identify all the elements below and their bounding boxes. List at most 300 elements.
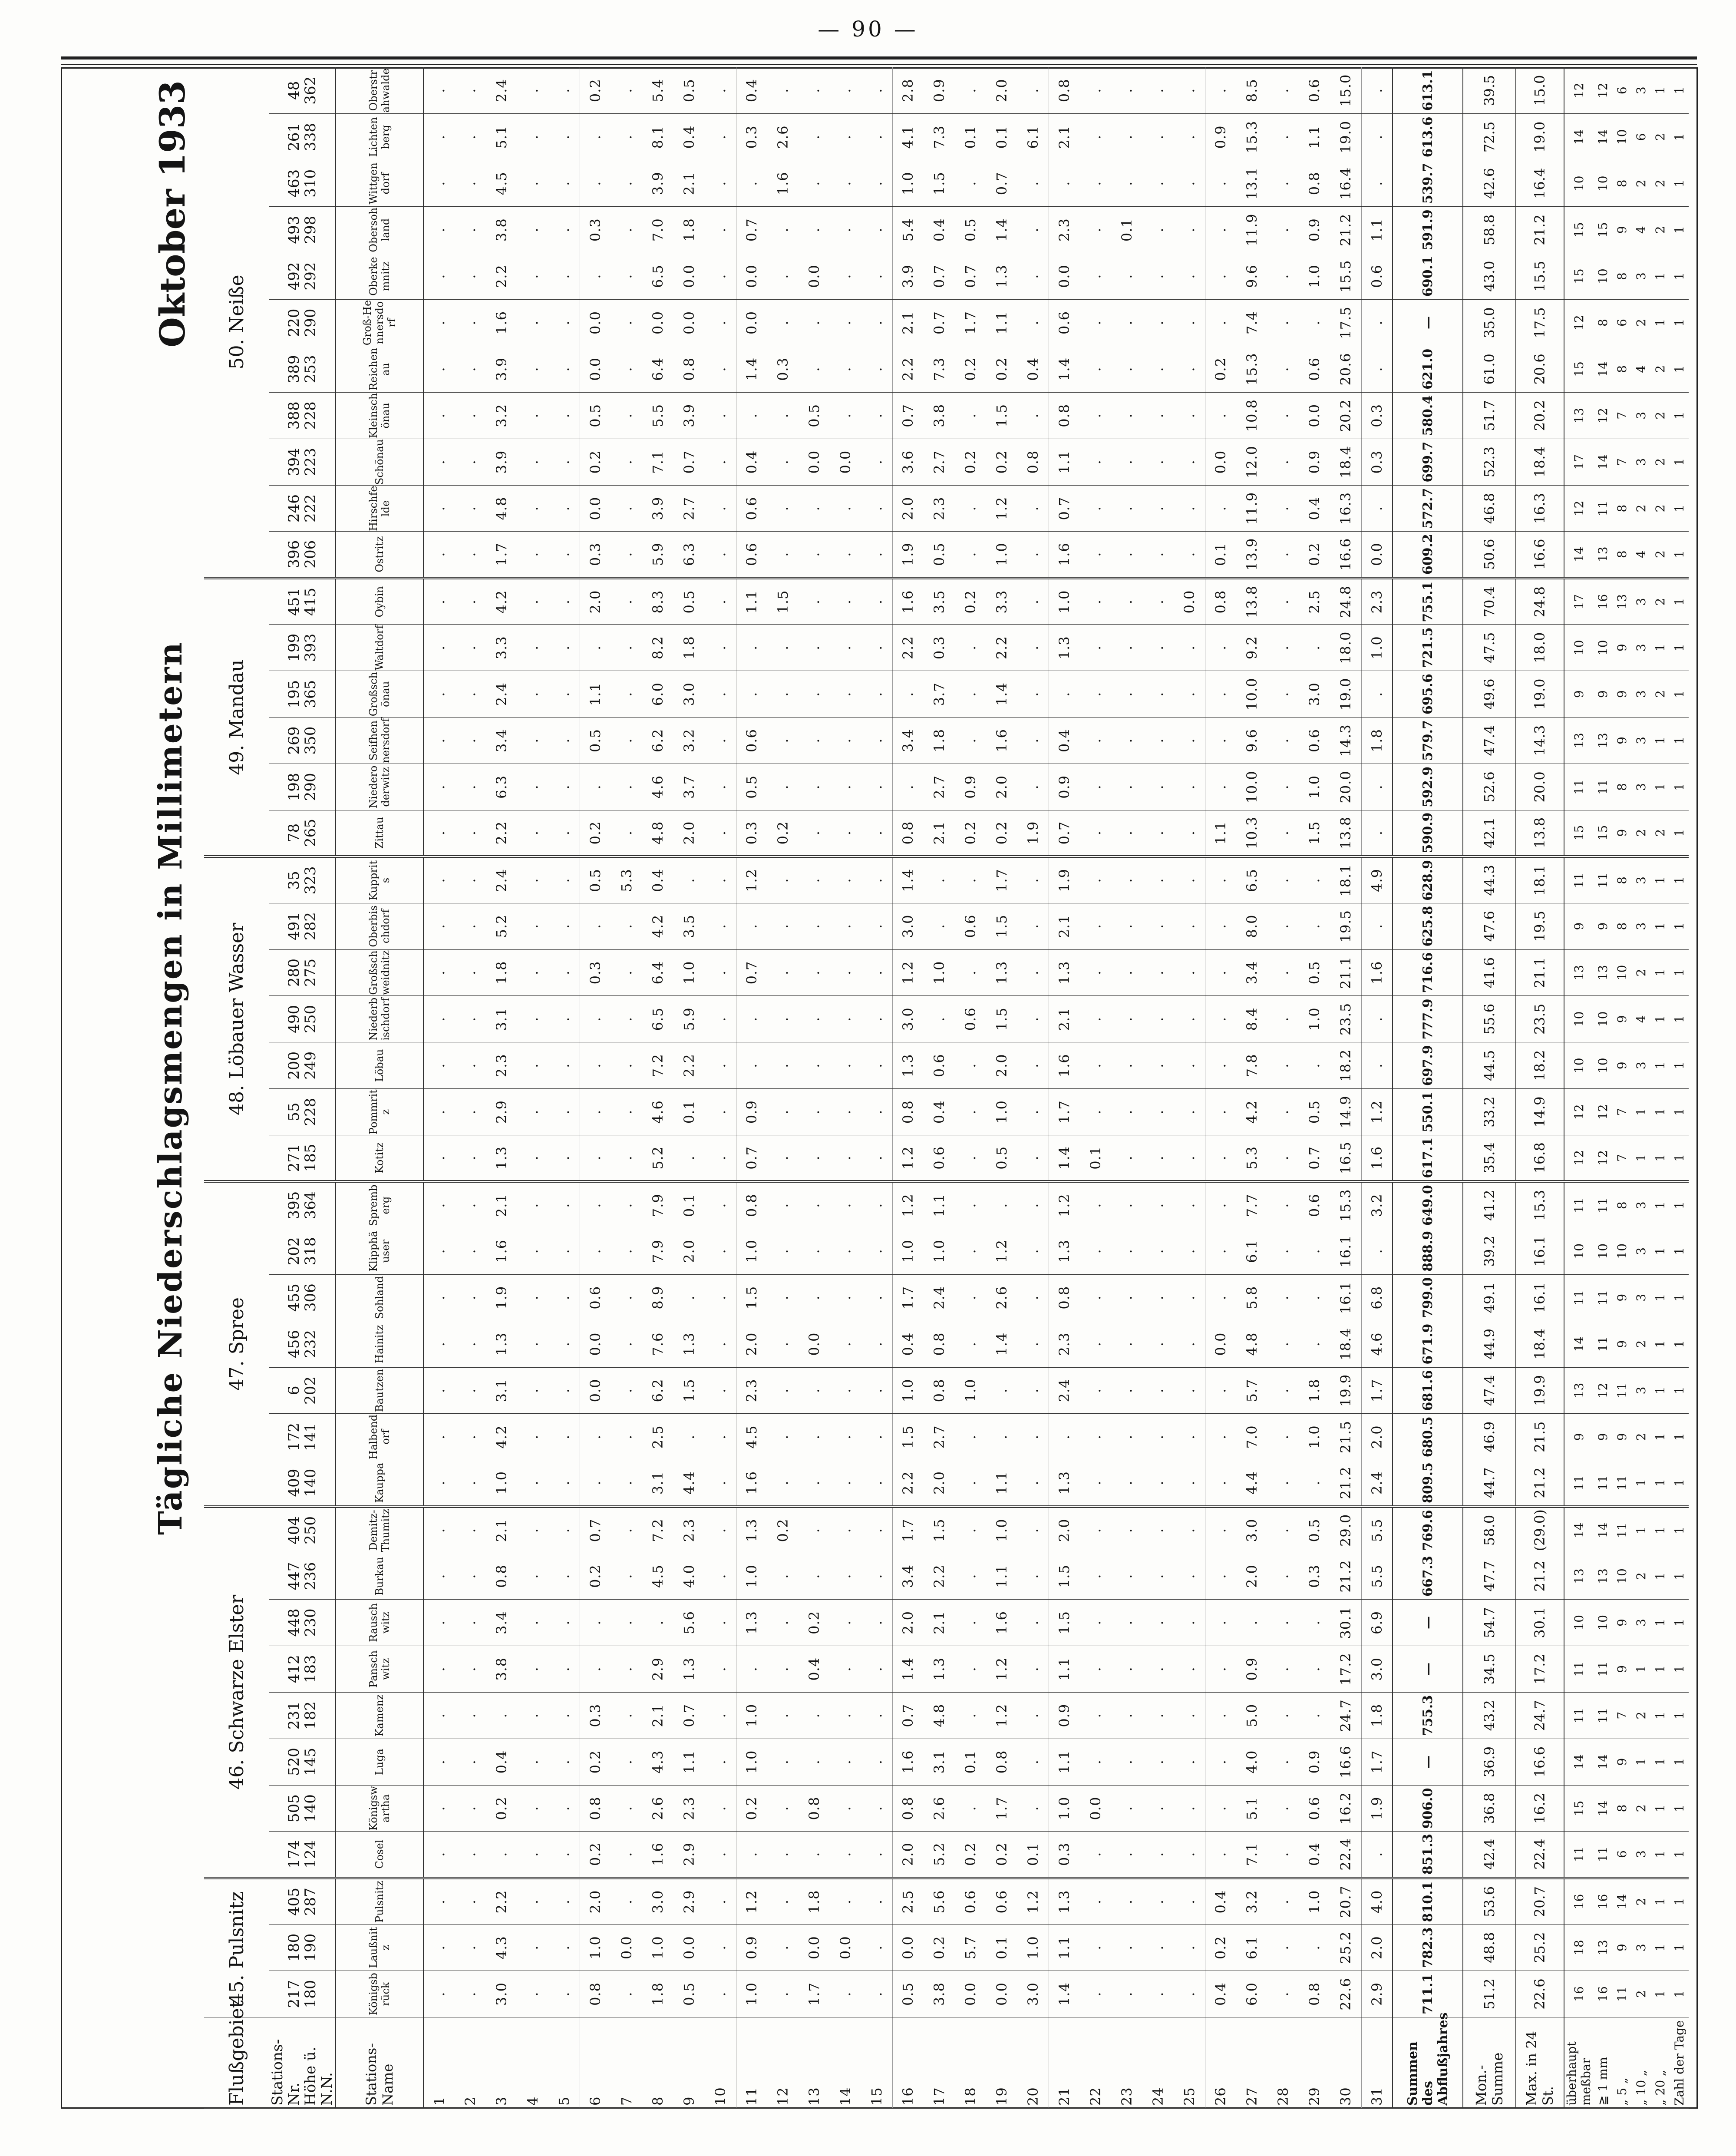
cell: . xyxy=(861,671,892,718)
cell: . xyxy=(924,903,955,949)
cell: 810.1 xyxy=(1393,1878,1463,1925)
cell: . xyxy=(1111,1274,1142,1321)
cell: 680.5 xyxy=(1393,1414,1463,1460)
cell: . xyxy=(580,114,611,160)
cell: . xyxy=(455,1460,486,1507)
row-label: Summen des Abflußjahres xyxy=(1393,2017,1463,2109)
cell: 2 xyxy=(1631,1971,1650,2017)
cell: . xyxy=(705,1042,736,1089)
cell: . xyxy=(736,625,767,671)
cell: 4 xyxy=(1631,207,1650,253)
cell: . xyxy=(767,1925,799,1971)
cell: . xyxy=(830,1553,861,1600)
cell: . xyxy=(455,207,486,253)
day-row xyxy=(955,67,986,2109)
cell: . xyxy=(611,1785,642,1832)
cell: 1 xyxy=(1670,1692,1689,1739)
cell: . xyxy=(799,949,830,996)
cell: . xyxy=(1017,996,1049,1042)
cell: 6.8 xyxy=(1361,1274,1393,1321)
cell: . xyxy=(830,718,861,764)
cell: 3.8 xyxy=(924,1971,955,2017)
cell: . xyxy=(423,1181,455,1228)
cell: 0.3 xyxy=(580,207,611,253)
cell: . xyxy=(1049,160,1080,207)
cell: . xyxy=(1111,1739,1142,1785)
station-name: Luga xyxy=(336,1739,423,1785)
cell: . xyxy=(1111,1785,1142,1832)
cell: . xyxy=(830,671,861,718)
station-number: 217 180 xyxy=(269,1971,336,2017)
cell: 10 xyxy=(1593,160,1612,207)
cell: . xyxy=(1080,1274,1111,1321)
cell: 2.0 xyxy=(924,1460,955,1507)
cell: 14 xyxy=(1593,1785,1612,1832)
cell: 10 xyxy=(1593,625,1612,671)
cell: . xyxy=(1267,810,1299,856)
cell: 0.4 xyxy=(1299,1832,1330,1878)
cell: . xyxy=(1017,1460,1049,1507)
cell: 44.7 xyxy=(1463,1460,1516,1507)
cell: . xyxy=(1080,578,1111,625)
cell: 16.1 xyxy=(1516,1228,1564,1274)
cell: . xyxy=(423,253,455,300)
cell: 8.0 xyxy=(1236,903,1267,949)
cell: 12 xyxy=(1593,392,1612,439)
cell: 0.9 xyxy=(1236,1646,1267,1692)
river-header-row xyxy=(204,67,269,2109)
cell: 3 xyxy=(1631,1274,1650,1321)
cell: . xyxy=(1111,160,1142,207)
cell: . xyxy=(861,1460,892,1507)
cell: . xyxy=(705,1460,736,1507)
cell: 21.5 xyxy=(1330,1414,1361,1460)
cell: 0.2 xyxy=(986,439,1017,485)
cell: . xyxy=(611,532,642,578)
cell: . xyxy=(1205,1042,1236,1089)
cell: . xyxy=(423,810,455,856)
station-name: Wittgendorf xyxy=(336,160,423,207)
cell: 0.0 xyxy=(673,1925,705,1971)
cell: 2.5 xyxy=(1299,578,1330,625)
cell: 1.6 xyxy=(892,578,924,625)
cell: 1.0 xyxy=(892,160,924,207)
cell: 22.4 xyxy=(1516,1832,1564,1878)
cell: . xyxy=(580,1646,611,1692)
cell: . xyxy=(1017,207,1049,253)
cell: . xyxy=(705,1971,736,2017)
cell: . xyxy=(1080,1181,1111,1228)
cell: 15 xyxy=(1564,1785,1593,1832)
cell: 2.3 xyxy=(1049,1321,1080,1367)
cell: . xyxy=(611,207,642,253)
cell: . xyxy=(1080,1646,1111,1692)
cell: . xyxy=(455,1832,486,1878)
cell: 0.5 xyxy=(955,207,986,253)
cell: 1.6 xyxy=(642,1832,673,1878)
cell: 2.6 xyxy=(642,1785,673,1832)
cell: 0.2 xyxy=(580,1832,611,1878)
cell: . xyxy=(1174,949,1205,996)
cell: 12.0 xyxy=(1236,439,1267,485)
cell: 0.0 xyxy=(611,1925,642,1971)
cell: 1.1 xyxy=(1049,1925,1080,1971)
cell: . xyxy=(423,1971,455,2017)
cell: 20.0 xyxy=(1516,764,1564,810)
cell: 8.5 xyxy=(1236,67,1267,114)
cell: . xyxy=(1267,346,1299,392)
cell: 1.5 xyxy=(986,903,1017,949)
cell: . xyxy=(423,392,455,439)
cell: . xyxy=(423,1553,455,1600)
cell: 1.3 xyxy=(736,1507,767,1553)
cell: . xyxy=(580,996,611,1042)
cell: . xyxy=(1111,1460,1142,1507)
cell: . xyxy=(705,1228,736,1274)
cell: 16.6 xyxy=(1516,1739,1564,1785)
cell: . xyxy=(486,1692,517,1739)
cell: 1.2 xyxy=(892,949,924,996)
cell: . xyxy=(1111,1414,1142,1460)
cell: . xyxy=(1111,949,1142,996)
day-count-row xyxy=(1593,67,1612,2109)
cell: . xyxy=(1299,1042,1330,1089)
station-number: 195 365 xyxy=(269,671,336,718)
station-name: Halbendorf xyxy=(336,1414,423,1460)
cell: . xyxy=(1299,1599,1330,1646)
cell: 11 xyxy=(1564,1832,1593,1878)
station-name: Oberbischdorf xyxy=(336,903,423,949)
cell: . xyxy=(1111,1971,1142,2017)
cell: . xyxy=(1111,810,1142,856)
cell: 2.0 xyxy=(892,1832,924,1878)
cell: . xyxy=(705,532,736,578)
cell: 1.8 xyxy=(673,625,705,671)
cell: 2.0 xyxy=(1236,1553,1267,1600)
cell: . xyxy=(736,160,767,207)
cell: 7.2 xyxy=(642,1042,673,1089)
cell: 7.9 xyxy=(642,1228,673,1274)
cell: . xyxy=(455,1553,486,1600)
cell: 1.7 xyxy=(1361,1367,1393,1414)
station-name: Rauschwitz xyxy=(336,1599,423,1646)
cell: . xyxy=(1174,1181,1205,1228)
cell: . xyxy=(548,578,580,625)
cell: . xyxy=(1267,1785,1299,1832)
cell: . xyxy=(830,1089,861,1135)
cell: 621.0 xyxy=(1393,346,1463,392)
cell: . xyxy=(799,1553,830,1600)
cell: . xyxy=(861,485,892,532)
cell: . xyxy=(924,996,955,1042)
cell: 14 xyxy=(1564,1321,1593,1367)
cell: 2.3 xyxy=(1049,207,1080,253)
cell: 2.6 xyxy=(767,114,799,160)
cell: 0.0 xyxy=(580,1367,611,1414)
cell: 0.0 xyxy=(580,1321,611,1367)
cell: . xyxy=(1267,114,1299,160)
cell: . xyxy=(423,1460,455,1507)
top-rule xyxy=(61,56,1697,60)
cell: . xyxy=(1142,996,1174,1042)
cell: 697.9 xyxy=(1393,1042,1463,1089)
cell: . xyxy=(1080,1414,1111,1460)
cell: . xyxy=(1017,392,1049,439)
cell: . xyxy=(455,671,486,718)
cell: . xyxy=(611,485,642,532)
cell: 2.6 xyxy=(986,1274,1017,1321)
group-mandau: 49. Mandau xyxy=(204,578,269,856)
cell: . xyxy=(1142,253,1174,300)
cell: 15.0 xyxy=(1330,67,1361,114)
cell: 5.0 xyxy=(1236,1692,1267,1739)
cell: 1.0 xyxy=(892,1367,924,1414)
cell: 24.7 xyxy=(1516,1692,1564,1739)
cell: . xyxy=(548,485,580,532)
cell: 9 xyxy=(1612,810,1631,856)
cell: 3.8 xyxy=(486,1646,517,1692)
cell: . xyxy=(830,903,861,949)
cell: . xyxy=(830,996,861,1042)
cell: 2.0 xyxy=(986,1042,1017,1089)
cell: . xyxy=(1205,160,1236,207)
cell: 0.6 xyxy=(736,532,767,578)
cell: 19.5 xyxy=(1330,903,1361,949)
cell: 58.8 xyxy=(1463,207,1516,253)
station-name: Klipphäuser xyxy=(336,1228,423,1274)
cell: 2 xyxy=(1650,578,1670,625)
cell: 2 xyxy=(1631,1785,1650,1832)
cell: . xyxy=(611,1878,642,1925)
cell: 13 xyxy=(1564,1553,1593,1600)
cell: . xyxy=(611,903,642,949)
cell: 0.8 xyxy=(799,1785,830,1832)
cell: . xyxy=(705,1274,736,1321)
cell: . xyxy=(611,810,642,856)
cell: 613.1 xyxy=(1393,67,1463,114)
cell: 2 xyxy=(1631,1414,1650,1460)
cell: 23.5 xyxy=(1516,996,1564,1042)
cell: 1 xyxy=(1650,1785,1670,1832)
cell: 2.7 xyxy=(924,1414,955,1460)
cell: 18.0 xyxy=(1330,625,1361,671)
cell: 15 xyxy=(1564,810,1593,856)
cell: 1 xyxy=(1650,1692,1670,1739)
cell: 1 xyxy=(1670,1089,1689,1135)
cell: . xyxy=(955,1460,986,1507)
cell: . xyxy=(1205,1367,1236,1414)
row-label: 31 xyxy=(1361,2017,1393,2109)
station-name: Reichenau xyxy=(336,346,423,392)
cell: 5.4 xyxy=(642,67,673,114)
cell: 3.7 xyxy=(673,764,705,810)
cell: . xyxy=(830,1321,861,1367)
cell: . xyxy=(580,1135,611,1182)
day-row xyxy=(924,67,955,2109)
station-number: 520 145 xyxy=(269,1739,336,1785)
cell: 11 xyxy=(1612,1367,1631,1414)
cell: 1 xyxy=(1670,949,1689,996)
cell: . xyxy=(1174,1228,1205,1274)
cell: 4.4 xyxy=(673,1460,705,1507)
cell: . xyxy=(517,671,548,718)
cell: 1 xyxy=(1650,1042,1670,1089)
cell: . xyxy=(455,1228,486,1274)
cell: . xyxy=(861,1089,892,1135)
cell: 5.7 xyxy=(955,1925,986,1971)
cell: . xyxy=(705,578,736,625)
cell: 9 xyxy=(1612,1925,1631,1971)
cell: . xyxy=(611,1507,642,1553)
cell: 0.2 xyxy=(580,439,611,485)
cell: . xyxy=(705,253,736,300)
cell: . xyxy=(673,856,705,903)
cell: 16.1 xyxy=(1516,1274,1564,1321)
cell: 1 xyxy=(1670,1553,1689,1600)
cell: . xyxy=(1174,1321,1205,1367)
cell: 0.0 xyxy=(580,485,611,532)
cell: 3 xyxy=(1631,578,1650,625)
station-number: 447 236 xyxy=(269,1553,336,1600)
cell: . xyxy=(955,1599,986,1646)
cell: 3.2 xyxy=(486,392,517,439)
cell: . xyxy=(924,856,955,903)
cell: . xyxy=(548,1646,580,1692)
cell: 1 xyxy=(1650,1321,1670,1367)
cell: 0.8 xyxy=(486,1553,517,1600)
cell: 14 xyxy=(1593,1739,1612,1785)
day-row xyxy=(1142,67,1174,2109)
cell: 9 xyxy=(1612,718,1631,764)
station-number: 394 223 xyxy=(269,439,336,485)
cell: 1 xyxy=(1670,1878,1689,1925)
cell: . xyxy=(1267,1878,1299,1925)
cell: 3 xyxy=(1631,1228,1650,1274)
row-label: 5 xyxy=(548,2017,580,2109)
cell: . xyxy=(580,1414,611,1460)
cell: 0.4 xyxy=(1205,1878,1236,1925)
cell: 0.0 xyxy=(1049,253,1080,300)
station-name: Niederbischdorf xyxy=(336,996,423,1042)
cell: . xyxy=(1142,625,1174,671)
page-number: — 90 — xyxy=(818,17,918,42)
cell: 1 xyxy=(1650,996,1670,1042)
cell: 8 xyxy=(1612,346,1631,392)
cell: 0.7 xyxy=(736,207,767,253)
cell: 5.3 xyxy=(1236,1135,1267,1182)
cell: 3.0 xyxy=(892,996,924,1042)
cell: . xyxy=(517,1646,548,1692)
cell: . xyxy=(1111,1692,1142,1739)
cell: 0.8 xyxy=(1049,392,1080,439)
row-label: 10 xyxy=(705,2017,736,2109)
cell: 53.6 xyxy=(1463,1878,1516,1925)
cell: 0.2 xyxy=(1299,532,1330,578)
station-name: Waltdorf xyxy=(336,625,423,671)
station-number-label: Stations-Nr. Höhe ü. N.N. xyxy=(269,2017,336,2109)
cell: . xyxy=(861,67,892,114)
cell: . xyxy=(611,1321,642,1367)
cell: . xyxy=(1080,392,1111,439)
cell: . xyxy=(955,1135,986,1182)
cell: 1.2 xyxy=(736,856,767,903)
cell: . xyxy=(423,1832,455,1878)
cell: . xyxy=(1299,1646,1330,1692)
cell: . xyxy=(1299,856,1330,903)
day-row xyxy=(767,67,799,2109)
cell: . xyxy=(799,764,830,810)
cell: . xyxy=(548,1599,580,1646)
cell: 8.4 xyxy=(1236,996,1267,1042)
max-24h-row xyxy=(1516,67,1564,2109)
cell: . xyxy=(799,718,830,764)
cell: . xyxy=(1267,532,1299,578)
cell: 6.4 xyxy=(642,949,673,996)
cell: 1.1 xyxy=(673,1739,705,1785)
cell: 1.3 xyxy=(486,1321,517,1367)
cell: . xyxy=(517,1878,548,1925)
cell: 1 xyxy=(1650,1460,1670,1507)
cell: . xyxy=(830,67,861,114)
cell: 3.0 xyxy=(486,1971,517,2017)
cell: 1 xyxy=(1650,1553,1670,1600)
cell: 2.6 xyxy=(924,1785,955,1832)
cell: . xyxy=(1017,532,1049,578)
cell: . xyxy=(1111,1135,1142,1182)
cell: . xyxy=(611,996,642,1042)
cell: 11 xyxy=(1564,764,1593,810)
cell: . xyxy=(455,160,486,207)
cell: . xyxy=(1361,996,1393,1042)
cell: 1.1 xyxy=(924,1181,955,1228)
cell: 5.2 xyxy=(486,903,517,949)
cell: . xyxy=(455,1739,486,1785)
station-number: 271 185 xyxy=(269,1135,336,1182)
row-label: 22 xyxy=(1080,2017,1111,2109)
cell: 2.0 xyxy=(673,1228,705,1274)
day-row xyxy=(1236,67,1267,2109)
cell: 1 xyxy=(1650,1925,1670,1971)
cell: . xyxy=(705,718,736,764)
cell: . xyxy=(1017,1367,1049,1414)
cell: 14 xyxy=(1564,1507,1593,1553)
cell: 48.8 xyxy=(1463,1925,1516,1971)
cell: . xyxy=(548,1507,580,1553)
cell: . xyxy=(799,1135,830,1182)
cell: . xyxy=(1142,1832,1174,1878)
cell: 1 xyxy=(1670,578,1689,625)
cell: . xyxy=(611,1228,642,1274)
row-label: 30 xyxy=(1330,2017,1361,2109)
row-label: 28 xyxy=(1267,2017,1299,2109)
cell: 42.6 xyxy=(1463,160,1516,207)
cell: 17.2 xyxy=(1516,1646,1564,1692)
cell: . xyxy=(517,114,548,160)
day-row xyxy=(423,67,455,2109)
cell: . xyxy=(767,1785,799,1832)
cell: 10 xyxy=(1593,1228,1612,1274)
cell: 3 xyxy=(1631,1367,1650,1414)
cell: . xyxy=(455,1414,486,1460)
cell: 0.0 xyxy=(736,300,767,346)
cell: . xyxy=(455,1274,486,1321)
row-label: ≧ 1 mm xyxy=(1593,2017,1612,2109)
cell: . xyxy=(1299,1692,1330,1739)
cell: . xyxy=(548,1042,580,1089)
cell: 2 xyxy=(1650,671,1670,718)
cell: 0.5 xyxy=(924,532,955,578)
cell: 7.6 xyxy=(642,1321,673,1367)
